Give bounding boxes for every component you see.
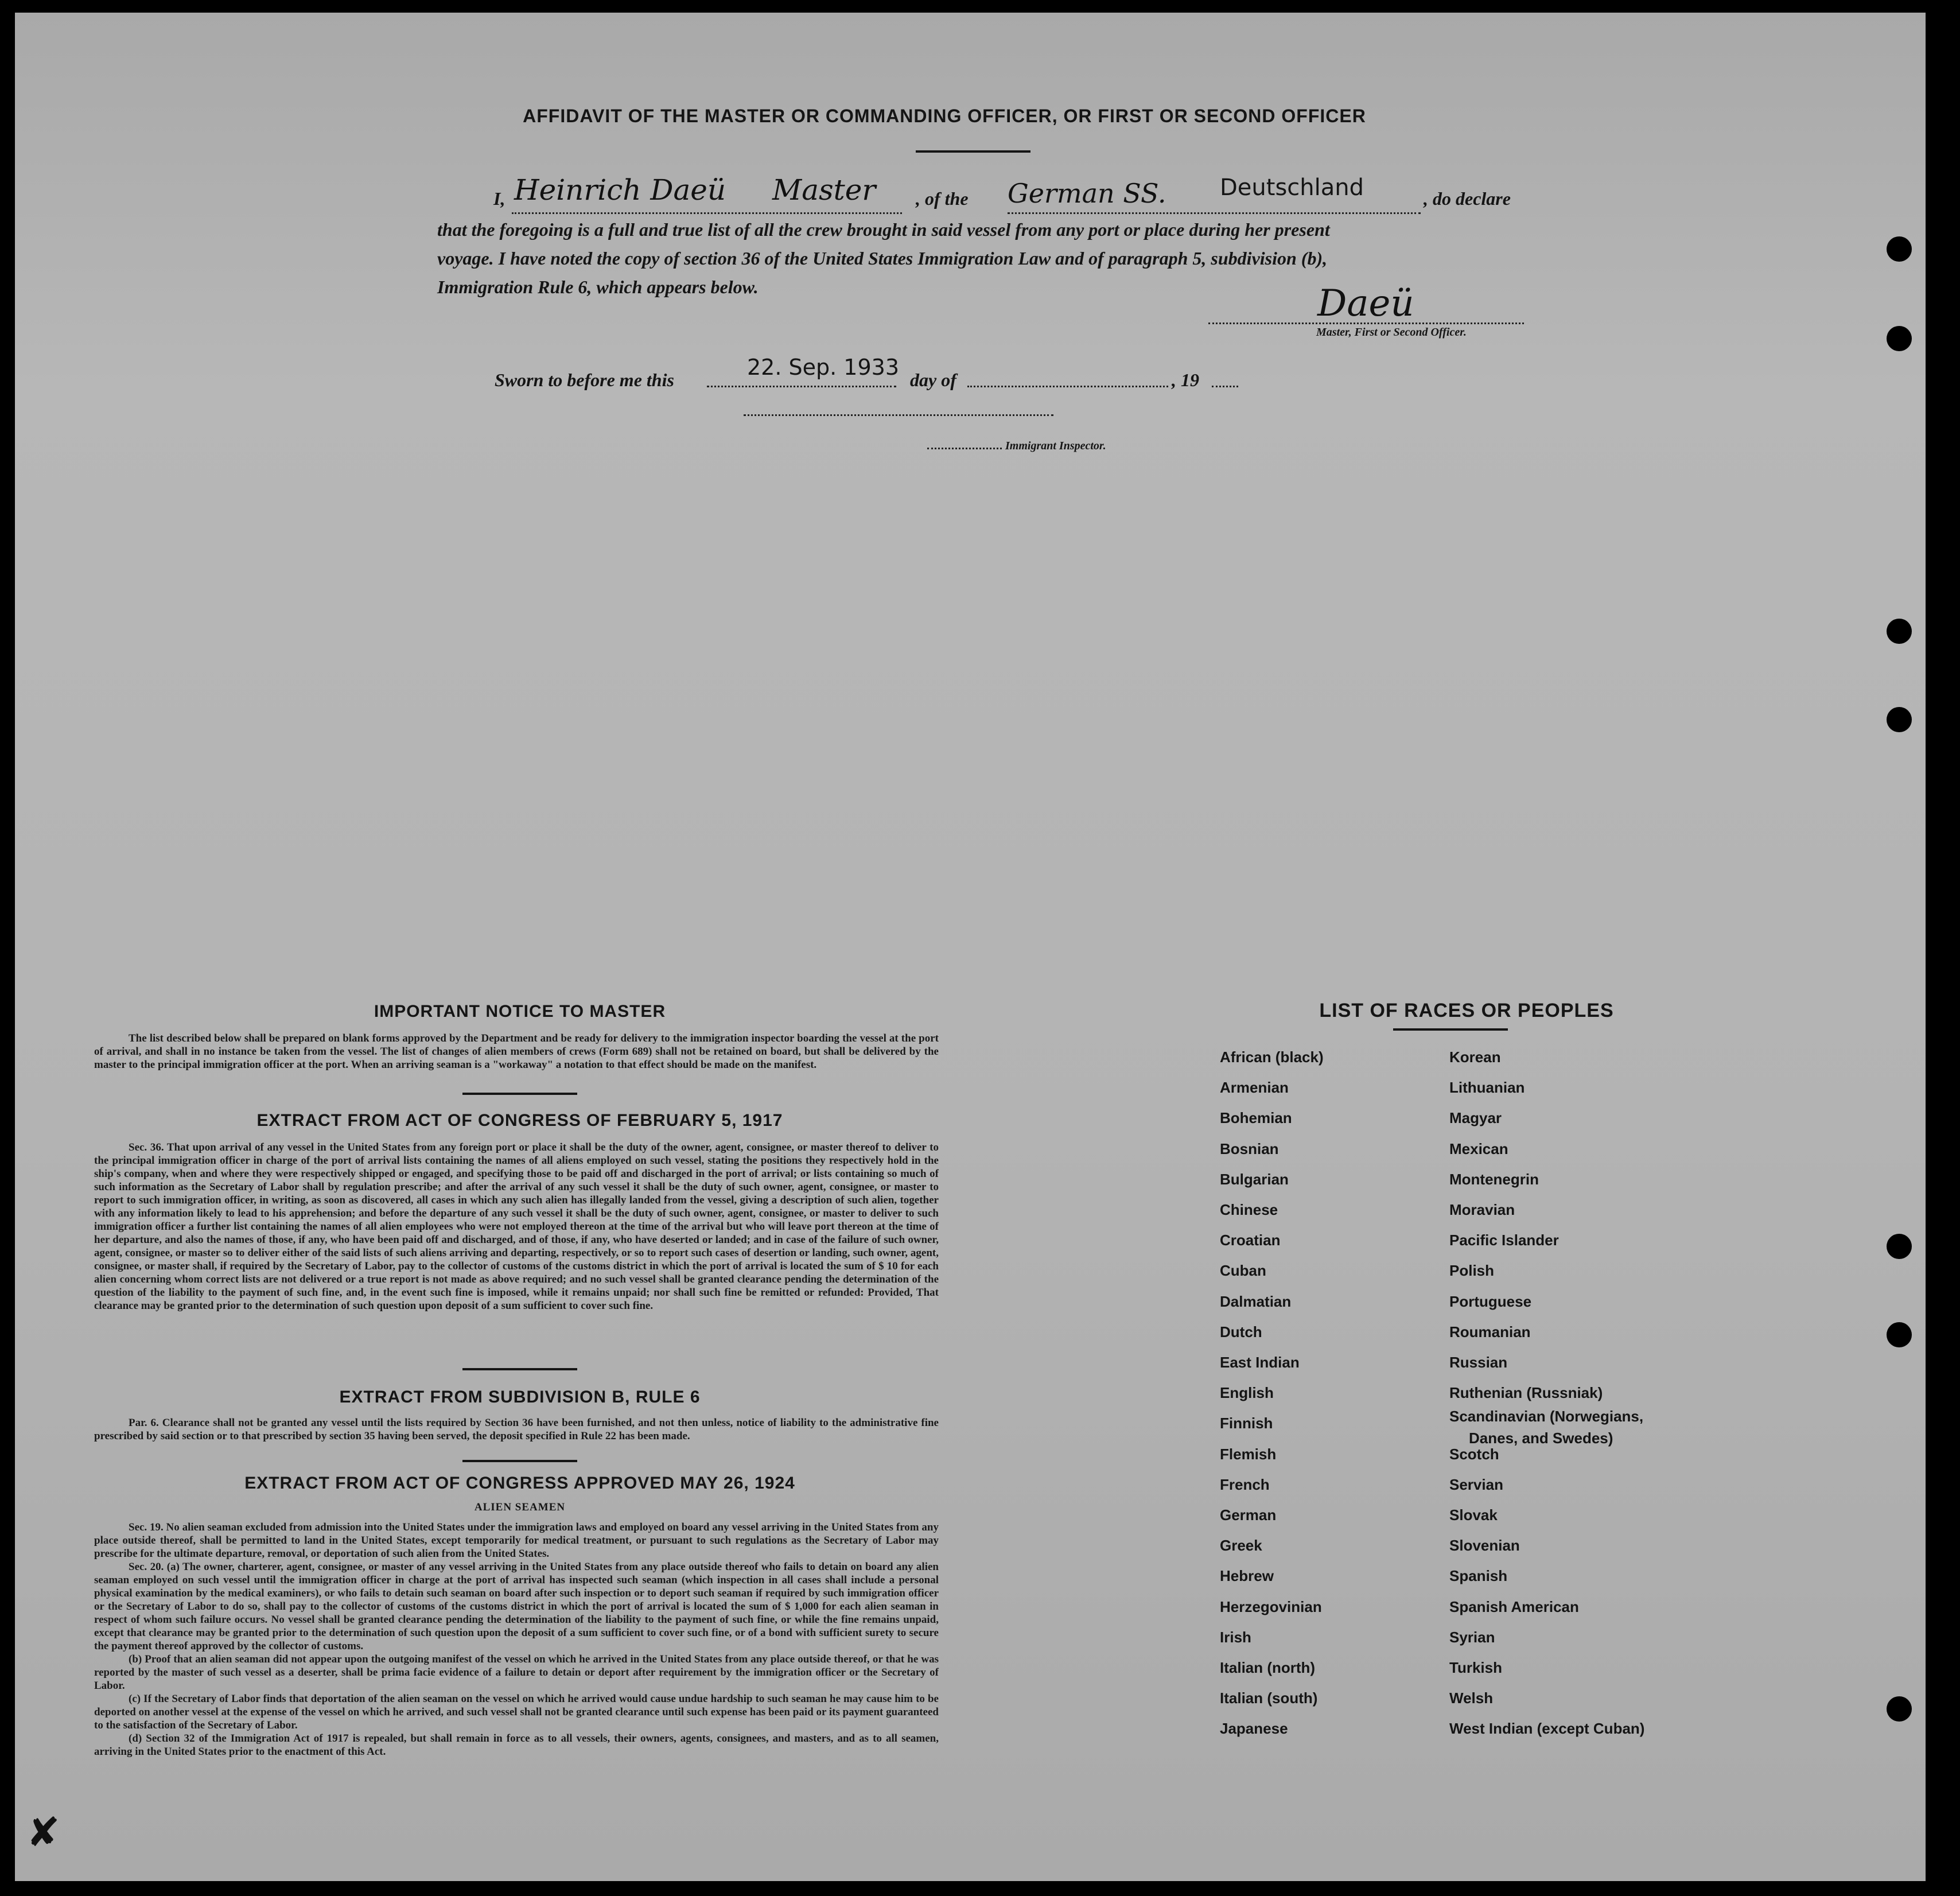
race-item: Dutch: [1220, 1323, 1262, 1341]
races-title-underline: [1393, 1028, 1508, 1031]
race-item: Slovak: [1449, 1506, 1498, 1524]
signature-handwritten: Daeü: [1317, 282, 1414, 325]
race-item: Scandinavian (Norwegians,: [1449, 1408, 1644, 1425]
race-item: Ruthenian (Russniak): [1449, 1384, 1603, 1401]
extract-1924-title: EXTRACT FROM ACT OF CONGRESS APPROVED MAY 26, 1924: [244, 1474, 795, 1493]
race-item: Dalmatian: [1220, 1293, 1292, 1310]
sec-20c: (c) If the Secretary of Labor finds that deportation of the alien seaman on the vessel on which he arrived would cause undue hardship to such seaman he may cause him to be deported on another vessel at the expense of the vessel on which he arrived, and such vessel shall not be granted clearance until such expense has been paid or its payment guaranteed to the satisfaction of the Secretary of Labor.: [94, 1693, 939, 1731]
race-item: Welsh: [1449, 1689, 1494, 1707]
notice-title: IMPORTANT NOTICE TO MASTER: [374, 1002, 666, 1021]
race-item: Bosnian: [1220, 1140, 1279, 1157]
sec-20a: Sec. 20. (a) The owner, charterer, agent, consignee, or master of any vessel arriving in the United States from any place outside thereof who fails to detain on board any alien seaman employed on such vessel until the immigration officer in charge at the port of arrival has inspected such seaman (which inspection in all cases shall include a personal physical examination by the medical examiners), or who fails to detain such seaman on board after such inspection or to deport such seaman if required by such immigration officer or the Secretary of Labor to do so, shall pay to the collector of customs of the customs district in which the port of arrival is located the sum of $ 1,000 for each alien seaman in respect of whom such failure occurs. No vessel shall be granted clearance pending the determination of the liability to the payment of such fine, or while the fine remains unpaid, except that clearance may be granted prior to the determination of such question upon the deposit of a sum sufficient to cover such fine, or of a bond with sufficient surety to secure the payment thereof approved by the collector of customs.: [94, 1561, 939, 1652]
race-item: Polish: [1449, 1262, 1495, 1279]
race-item: Greek: [1220, 1537, 1262, 1554]
race-item: Montenegrin: [1449, 1171, 1539, 1188]
race-item: Slovenian: [1449, 1537, 1520, 1554]
extract-1924-subtitle: ALIEN SEAMEN: [474, 1501, 566, 1513]
sec-20d: (d) Section 32 of the Immigration Act of 1917 is repealed, but shall remain in force as to all vessels, their owners, agents, consignees, and masters, and as to all seamen, arriving in the United States prior to the enactment of this Act.: [94, 1732, 939, 1758]
race-item: Portuguese: [1449, 1293, 1532, 1310]
ship-name: Deutschland: [1220, 174, 1364, 201]
extract-1917-text: Sec. 36. That upon arrival of any vessel in the United States from any foreign port or place it shall be the duty of the owner, agent, consignee, or master thereof to deliver to the principal immigration officer in charge of the port of arrival lists containing the names of all aliens employed on such vessel, stating the positions they respectively hold in the ship's company, when and where they were respectively shipped or engaged, and specifying those to be paid off and discharged in the port of arrival; or lists containing so much of such information as the Secretary of Labor shall by regulation prescribe; and after the arrival of any such vessel it shall be the duty of such owner, agent, consignee, or master to report to such immigration officer, in writing, as soon as discovered, all cases in which any such alien has illegally landed from the vessel, giving a description of such alien, together with any information likely to lead to his apprehension; and before the departure of any such vessel it shall be the duty of such owner, agent, consignee, or master to deliver to such immigration officer a further list containing the names of all alien employees who were not employed thereon at the time of the arrival but who will leave port thereon at the time of her departure, and also the names of those, if any, who have been paid off and discharged, and of those, if any, who have deserted or landed; and in case of the failure of such owner, agent, consignee, or master so to deliver either of the said lists of such aliens arriving and departing, respectively, or so to report such cases of desertion or landing, such owner, agent, consignee, or master shall, if required by the Secretary of Labor, pay to the collector of customs of the customs district in which the port of arrival is located the sum of $ 10 for each alien concerning whom correct lists are not delivered or a true report is not made as above required; and no such vessel shall be granted clearance pending the determination of the question of the liability to the payment of such fine, and, in the event such fine is imposed, while it remains unpaid; nor shall such fine be remitted or refunded: Provided, That clearance may be granted prior to the determination of such question upon deposit of a sum sufficient to cover such fine.: [94, 1141, 939, 1312]
section-divider: [462, 1368, 577, 1370]
race-item: Lithuanian: [1449, 1079, 1525, 1096]
race-item: Korean: [1449, 1048, 1501, 1066]
race-item: German: [1220, 1506, 1277, 1524]
master-name-handwritten: Heinrich Daeü: [514, 173, 726, 207]
inspector-signature-line: [744, 414, 1053, 416]
race-item: Servian: [1449, 1476, 1503, 1493]
race-item: Italian (south): [1220, 1689, 1318, 1707]
title-underline: [916, 150, 1030, 153]
affidavit-i: I,: [493, 188, 505, 209]
binder-hole: [1887, 707, 1912, 732]
race-item: Danes, and Swedes): [1469, 1429, 1613, 1447]
binder-hole: [1887, 1322, 1912, 1347]
race-item: Syrian: [1449, 1629, 1495, 1646]
sworn-label: Sworn to before me this: [495, 370, 674, 390]
sec-20b: (b) Proof that an alien seaman did not appear upon the outgoing manifest of the vessel on which he arrived in the United States from any place outside thereof, or that he was reported by the master of such vessel as a deserter, shall be prima facie evidence of a failure to detain or deport after requirement by the immigration officer or the Secretary of Labor.: [94, 1653, 939, 1692]
sec-19: Sec. 19. No alien seaman excluded from admission into the United States under the immigration laws and employed on board any vessel arriving in the United States from any place outside thereof, shall be permitted to land in the United States, except temporarily for medical treatment, or pursuant to such regulations as the Secretary of Labor may prescribe for the ultimate departure, removal, or deportation of such alien from the United States.: [94, 1521, 939, 1560]
ship-line: [1008, 212, 1421, 214]
race-item: Mexican: [1449, 1140, 1508, 1157]
notice-text: The list described below shall be prepared on blank forms approved by the Department and be ready for delivery to the immigration inspector boarding the vessel at the port of arrival, and shall in no instance be taken from the vessel. The list of changes of alien members of crews (Form 689) shall not be retained on board, but shall be delivered by the master to the principal immigration officer at the port. When an arriving seaman is a "workaway" a notation to that effect should be made on the manifest.: [94, 1032, 939, 1071]
affidavit-line-2: that the foregoing is a full and true list of all the crew brought in said vessel from any port or place during her present: [437, 219, 1330, 240]
ship-prefix-handwritten: German SS.: [1008, 178, 1166, 209]
race-item: Armenian: [1220, 1079, 1289, 1096]
binder-hole: [1887, 619, 1912, 644]
race-item: French: [1220, 1476, 1270, 1493]
race-item: Chinese: [1220, 1201, 1278, 1218]
race-item: Magyar: [1449, 1109, 1502, 1126]
sworn-date: 22. Sep. 1933: [747, 355, 899, 380]
inspector-caption: Immigrant Inspector.: [1005, 440, 1106, 452]
margin-mark: ✘: [26, 1809, 60, 1856]
binder-hole: [1887, 236, 1912, 262]
race-item: Croatian: [1220, 1231, 1281, 1249]
extract-1917-title: EXTRACT FROM ACT OF CONGRESS OF FEBRUARY 5, 1917: [256, 1111, 783, 1130]
section-divider: [462, 1093, 577, 1095]
race-item: Flemish: [1220, 1446, 1277, 1463]
race-item: Finnish: [1220, 1415, 1273, 1432]
binder-hole: [1887, 1234, 1912, 1259]
race-item: East Indian: [1220, 1354, 1300, 1371]
year-line: [1212, 386, 1238, 387]
year-prefix: , 19: [1172, 370, 1199, 390]
signature-line: [1208, 323, 1524, 324]
race-item: Hebrew: [1220, 1567, 1274, 1584]
extract-rule6-title: EXTRACT FROM SUBDIVISION B, RULE 6: [339, 1388, 701, 1407]
binder-hole: [1887, 1696, 1912, 1722]
binder-hole: [1887, 326, 1912, 351]
inspector-short-line: [927, 448, 1002, 449]
date-line: [707, 386, 896, 387]
day-of-label: day of: [910, 370, 956, 390]
race-item: Scotch: [1449, 1446, 1499, 1463]
name-line: [512, 212, 902, 214]
race-item: Irish: [1220, 1629, 1251, 1646]
race-item: Italian (north): [1220, 1659, 1316, 1676]
race-item: West Indian (except Cuban): [1449, 1720, 1645, 1737]
affidavit-title: AFFIDAVIT OF THE MASTER OR COMMANDING OFFICER, OR FIRST OR SECOND OFFICER: [523, 106, 1366, 126]
race-item: Japanese: [1220, 1720, 1288, 1737]
race-item: English: [1220, 1384, 1274, 1401]
affidavit-of-the: , of the: [916, 188, 969, 209]
race-item: Bohemian: [1220, 1109, 1292, 1126]
extract-rule6-text: Par. 6. Clearance shall not be granted any vessel until the lists required by Section 36 have been furnished, and not then unless, notice of liability to the administrative fine prescribed by said section or to that prescribed by section 35 having been served, the deposit specified in Rule 22 has been made.: [94, 1417, 939, 1442]
races-title: LIST OF RACES OR PEOPLES: [1319, 1000, 1614, 1021]
affidavit-line-4: Immigration Rule 6, which appears below.: [437, 277, 759, 297]
race-item: African (black): [1220, 1048, 1324, 1066]
race-item: Herzegovinian: [1220, 1598, 1322, 1615]
extract-1924-text: [94, 1521, 939, 1758]
rank-handwritten: Master: [772, 173, 876, 207]
section-divider: [462, 1460, 577, 1462]
race-item: Bulgarian: [1220, 1171, 1289, 1188]
affidavit-line-3: voyage. I have noted the copy of section 36 of the United States Immigration Law and of paragraph 5, subdivision (b),: [437, 248, 1328, 269]
race-item: Spanish: [1449, 1567, 1508, 1584]
race-item: Spanish American: [1449, 1598, 1579, 1615]
race-item: Moravian: [1449, 1201, 1515, 1218]
manifest-page: [15, 13, 1926, 1881]
race-item: Roumanian: [1449, 1323, 1531, 1341]
month-line: [967, 386, 1168, 387]
affidavit-do-declare: , do declare: [1424, 188, 1511, 209]
race-item: Cuban: [1220, 1262, 1266, 1279]
race-item: Pacific Islander: [1449, 1231, 1559, 1249]
race-item: Russian: [1449, 1354, 1508, 1371]
race-item: Turkish: [1449, 1659, 1502, 1676]
signature-caption: Master, First or Second Officer.: [1316, 326, 1467, 339]
